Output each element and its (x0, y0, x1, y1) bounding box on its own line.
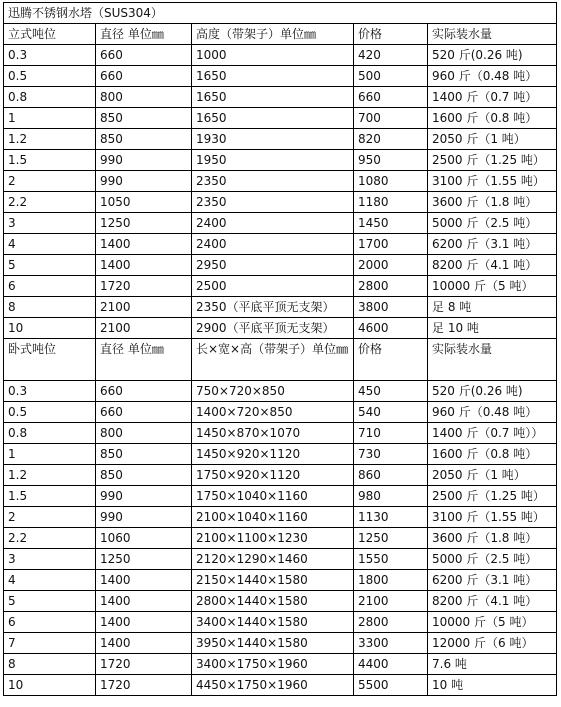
diameter-cell: 990 (96, 171, 192, 192)
price-cell: 420 (354, 45, 428, 66)
dimension-cell: 1950 (192, 150, 354, 171)
table-title-row (4, 3, 557, 24)
capacity-cell: 6200 斤（3.1 吨） (428, 570, 557, 591)
capacity-cell: 8200 斤（4.1 吨） (428, 591, 557, 612)
diameter-cell: 850 (96, 129, 192, 150)
tonnage-cell: 7 (4, 633, 96, 654)
capacity-cell: 10000 斤（5 吨） (428, 612, 557, 633)
header-capacity-cell: 实际装水量 (428, 24, 557, 45)
dimension-cell: 3950×1440×1580 (192, 633, 354, 654)
price-cell: 980 (354, 486, 428, 507)
capacity-cell: 3600 斤（1.8 吨） (428, 528, 557, 549)
dimension-cell: 2950 (192, 255, 354, 276)
dimension-cell: 2120×1290×1460 (192, 549, 354, 570)
vertical-table-row (4, 87, 557, 108)
capacity-cell: 5000 斤（2.5 吨） (428, 549, 557, 570)
capacity-cell: 1400 斤（0.7 吨） (428, 87, 557, 108)
price-cell: 860 (354, 465, 428, 486)
diameter-cell: 1720 (96, 654, 192, 675)
capacity-cell: 8200 斤（4.1 吨） (428, 255, 557, 276)
price-cell: 1800 (354, 570, 428, 591)
tonnage-cell: 0.5 (4, 402, 96, 423)
header-capacity-cell: 实际装水量 (428, 339, 557, 381)
price-cell: 730 (354, 444, 428, 465)
tonnage-cell: 5 (4, 591, 96, 612)
diameter-cell: 1400 (96, 612, 192, 633)
capacity-cell: 960 斤（0.48 吨） (428, 66, 557, 87)
horizontal-table-row (4, 486, 557, 507)
capacity-cell: 10000 斤（5 吨） (428, 276, 557, 297)
vertical-table-row (4, 45, 557, 66)
horizontal-table-row (4, 465, 557, 486)
dimension-cell: 1000 (192, 45, 354, 66)
tonnage-cell: 1.5 (4, 486, 96, 507)
diameter-cell: 1250 (96, 549, 192, 570)
vertical-table-row (4, 66, 557, 87)
dimension-cell: 2350 (192, 171, 354, 192)
diameter-cell: 660 (96, 381, 192, 402)
dimension-cell: 2500 (192, 276, 354, 297)
capacity-cell: 足 10 吨 (428, 318, 557, 339)
capacity-cell: 1600 斤（0.8 吨） (428, 108, 557, 129)
dimension-cell: 2350（平底平顶无支架） (192, 297, 354, 318)
vertical-table-row (4, 255, 557, 276)
diameter-cell: 2100 (96, 318, 192, 339)
horizontal-table-row (4, 507, 557, 528)
horizontal-table-row (4, 633, 557, 654)
price-cell: 5500 (354, 675, 428, 696)
header-diameter-cell: 直径 单位㎜ (96, 24, 192, 45)
diameter-cell: 850 (96, 444, 192, 465)
dimension-cell: 1650 (192, 66, 354, 87)
price-cell: 660 (354, 87, 428, 108)
vertical-table-row (4, 150, 557, 171)
diameter-cell: 990 (96, 150, 192, 171)
tonnage-cell: 8 (4, 297, 96, 318)
diameter-cell: 990 (96, 507, 192, 528)
diameter-cell: 1400 (96, 255, 192, 276)
horizontal-table-row (4, 402, 557, 423)
header-tonnage-cell: 立式吨位 (4, 24, 96, 45)
capacity-cell: 2500 斤（1.25 吨） (428, 150, 557, 171)
capacity-cell: 7.6 吨 (428, 654, 557, 675)
dimension-cell: 3400×1440×1580 (192, 612, 354, 633)
price-cell: 3800 (354, 297, 428, 318)
header-dimension-cell: 长×宽×高（带架子）单位㎜ (192, 339, 354, 381)
price-cell: 1130 (354, 507, 428, 528)
dimension-cell: 1750×1040×1160 (192, 486, 354, 507)
vertical-table-row (4, 318, 557, 339)
spec-table-body (4, 3, 557, 696)
dimension-cell: 1650 (192, 87, 354, 108)
capacity-cell: 2500 斤（1.25 吨） (428, 486, 557, 507)
capacity-cell: 2050 斤（1 吨） (428, 129, 557, 150)
price-cell: 2000 (354, 255, 428, 276)
tonnage-cell: 8 (4, 654, 96, 675)
header-dimension-cell: 高度（带架子）单位㎜ (192, 24, 354, 45)
vertical-table-row (4, 129, 557, 150)
horizontal-table-row (4, 528, 557, 549)
tonnage-cell: 2 (4, 507, 96, 528)
vertical-table-row (4, 234, 557, 255)
tonnage-cell: 1.5 (4, 150, 96, 171)
horizontal-table-row (4, 675, 557, 696)
water-tower-spec-table (3, 2, 557, 696)
price-cell: 1450 (354, 213, 428, 234)
vertical-table-row (4, 192, 557, 213)
price-cell: 540 (354, 402, 428, 423)
tonnage-cell: 3 (4, 549, 96, 570)
capacity-cell: 5000 斤（2.5 吨） (428, 213, 557, 234)
price-cell: 1080 (354, 171, 428, 192)
tonnage-cell: 2.2 (4, 192, 96, 213)
diameter-cell: 850 (96, 465, 192, 486)
dimension-cell: 2350 (192, 192, 354, 213)
capacity-cell: 960 斤（0.48 吨） (428, 402, 557, 423)
capacity-cell: 足 8 吨 (428, 297, 557, 318)
capacity-cell: 2050 斤（1 吨） (428, 465, 557, 486)
dimension-cell: 1930 (192, 129, 354, 150)
vertical-table-row (4, 171, 557, 192)
vertical-header-row (4, 24, 557, 45)
capacity-cell: 3100 斤（1.55 吨） (428, 171, 557, 192)
horizontal-table-row (4, 423, 557, 444)
price-cell: 4600 (354, 318, 428, 339)
dimension-cell: 2100×1040×1160 (192, 507, 354, 528)
tonnage-cell: 10 (4, 318, 96, 339)
price-cell: 450 (354, 381, 428, 402)
price-cell: 1180 (354, 192, 428, 213)
capacity-cell: 1400 斤（0.7 吨）） (428, 423, 557, 444)
diameter-cell: 1720 (96, 675, 192, 696)
horizontal-table-row (4, 570, 557, 591)
price-cell: 1250 (354, 528, 428, 549)
price-cell: 3300 (354, 633, 428, 654)
diameter-cell: 1400 (96, 234, 192, 255)
dimension-cell: 2400 (192, 234, 354, 255)
vertical-table-row (4, 297, 557, 318)
tonnage-cell: 4 (4, 234, 96, 255)
vertical-table-row (4, 276, 557, 297)
diameter-cell: 1400 (96, 570, 192, 591)
dimension-cell: 4450×1750×1960 (192, 675, 354, 696)
tonnage-cell: 0.8 (4, 423, 96, 444)
diameter-cell: 1400 (96, 633, 192, 654)
diameter-cell: 660 (96, 45, 192, 66)
dimension-cell: 3400×1750×1960 (192, 654, 354, 675)
header-price-cell: 价格 (354, 339, 428, 381)
dimension-cell: 1450×920×1120 (192, 444, 354, 465)
diameter-cell: 1060 (96, 528, 192, 549)
diameter-cell: 660 (96, 66, 192, 87)
tonnage-cell: 1 (4, 444, 96, 465)
dimension-cell: 750×720×850 (192, 381, 354, 402)
tonnage-cell: 0.3 (4, 381, 96, 402)
dimension-cell: 2150×1440×1580 (192, 570, 354, 591)
price-cell: 4400 (354, 654, 428, 675)
capacity-cell: 520 斤(0.26 吨) (428, 45, 557, 66)
dimension-cell: 1750×920×1120 (192, 465, 354, 486)
diameter-cell: 2100 (96, 297, 192, 318)
dimension-cell: 2800×1440×1580 (192, 591, 354, 612)
vertical-table-row (4, 108, 557, 129)
diameter-cell: 800 (96, 423, 192, 444)
horizontal-table-row (4, 591, 557, 612)
tonnage-cell: 4 (4, 570, 96, 591)
tonnage-cell: 1.2 (4, 129, 96, 150)
capacity-cell: 3600 斤（1.8 吨） (428, 192, 557, 213)
capacity-cell: 12000 斤（6 吨） (428, 633, 557, 654)
tonnage-cell: 6 (4, 276, 96, 297)
price-cell: 1700 (354, 234, 428, 255)
capacity-cell: 1600 斤（0.8 吨） (428, 444, 557, 465)
diameter-cell: 1720 (96, 276, 192, 297)
diameter-cell: 800 (96, 87, 192, 108)
price-cell: 500 (354, 66, 428, 87)
dimension-cell: 1650 (192, 108, 354, 129)
diameter-cell: 660 (96, 402, 192, 423)
dimension-cell: 2400 (192, 213, 354, 234)
price-cell: 710 (354, 423, 428, 444)
dimension-cell: 2100×1100×1230 (192, 528, 354, 549)
dimension-cell: 1400×720×850 (192, 402, 354, 423)
vertical-table-row (4, 213, 557, 234)
diameter-cell: 850 (96, 108, 192, 129)
tonnage-cell: 5 (4, 255, 96, 276)
horizontal-header-row (4, 339, 557, 381)
tonnage-cell: 1 (4, 108, 96, 129)
tonnage-cell: 2 (4, 171, 96, 192)
tonnage-cell: 0.3 (4, 45, 96, 66)
price-cell: 2100 (354, 591, 428, 612)
diameter-cell: 1250 (96, 213, 192, 234)
dimension-cell: 1450×870×1070 (192, 423, 354, 444)
tonnage-cell: 3 (4, 213, 96, 234)
dimension-cell: 2900（平底平顶无支架） (192, 318, 354, 339)
tonnage-cell: 6 (4, 612, 96, 633)
diameter-cell: 1400 (96, 591, 192, 612)
header-tonnage-cell: 卧式吨位 (4, 339, 96, 381)
horizontal-table-row (4, 612, 557, 633)
price-cell: 1550 (354, 549, 428, 570)
header-diameter-cell: 直径 单位㎜ (96, 339, 192, 381)
price-cell: 700 (354, 108, 428, 129)
tonnage-cell: 10 (4, 675, 96, 696)
tonnage-cell: 0.5 (4, 66, 96, 87)
horizontal-table-row (4, 381, 557, 402)
price-cell: 2800 (354, 612, 428, 633)
header-price-cell: 价格 (354, 24, 428, 45)
price-cell: 820 (354, 129, 428, 150)
capacity-cell: 520 斤(0.26 吨) (428, 381, 557, 402)
tonnage-cell: 1.2 (4, 465, 96, 486)
table-title: 迅腾不锈钢水塔（SUS304） (4, 3, 557, 24)
capacity-cell: 10 吨 (428, 675, 557, 696)
capacity-cell: 6200 斤（3.1 吨） (428, 234, 557, 255)
horizontal-table-row (4, 444, 557, 465)
capacity-cell: 3100 斤（1.55 吨） (428, 507, 557, 528)
price-cell: 950 (354, 150, 428, 171)
price-cell: 2800 (354, 276, 428, 297)
diameter-cell: 990 (96, 486, 192, 507)
horizontal-table-row (4, 654, 557, 675)
tonnage-cell: 0.8 (4, 87, 96, 108)
horizontal-table-row (4, 549, 557, 570)
diameter-cell: 1050 (96, 192, 192, 213)
tonnage-cell: 2.2 (4, 528, 96, 549)
